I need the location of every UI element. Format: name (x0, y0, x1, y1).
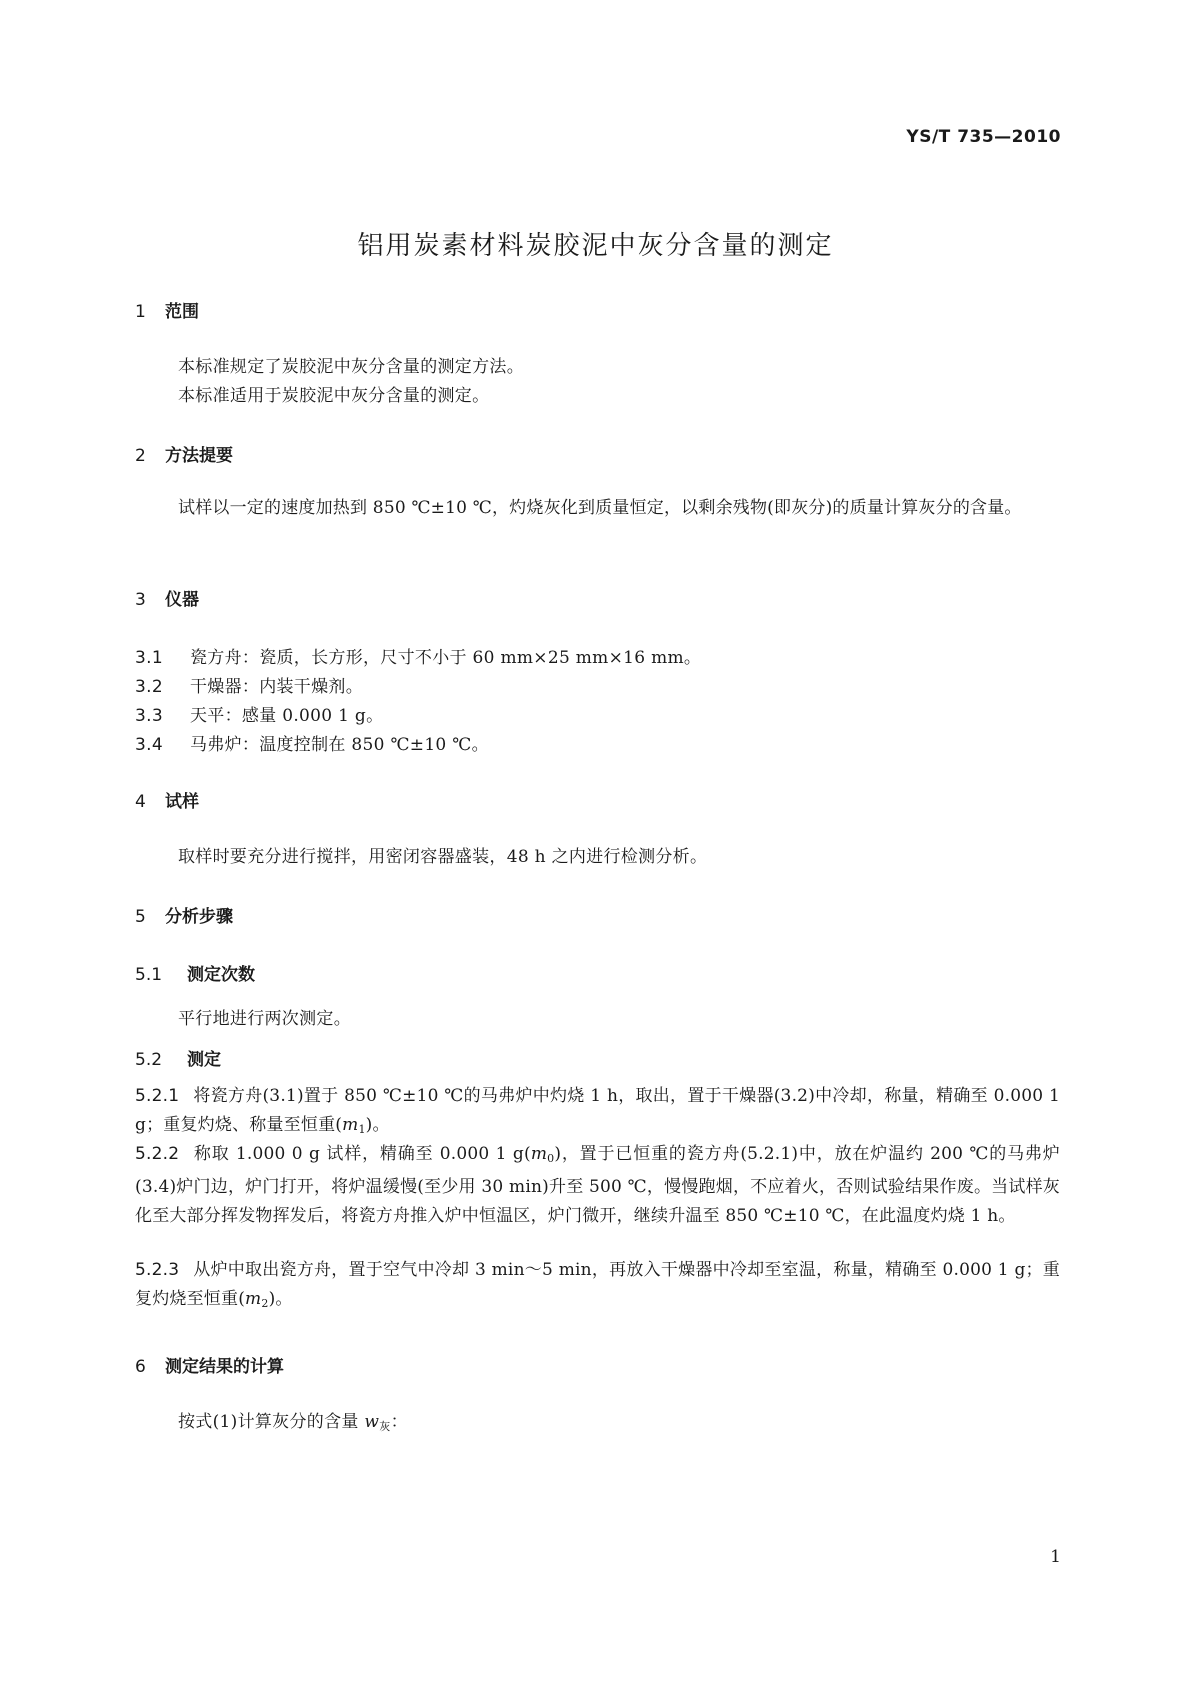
document-title: 铝用炭素材料炭胶泥中灰分含量的测定 (357, 231, 834, 261)
determination-count-paragraph: 平行地进行两次测定。 (178, 1009, 351, 1029)
mass-subscript: 1 (358, 1123, 366, 1136)
clause-text: )，置于已恒重的瓷方舟(5.2.1)中，放在炉温约 200 ℃的马弗炉(3.4)炉门边，炉门打开，将炉温缓慢(至少用 30 min)升至 500 ℃，慢慢跑烟，不应着火，否则试验结果作废。当试样灰化至大部分挥发物挥发后，将瓷方舟推入炉中恒温区，炉门微开，继续升温至 850 ℃±10 ℃，在此温度灼烧 1 h。 (135, 1144, 1060, 1226)
clause-5-2-1 (135, 1082, 1060, 1144)
scope-paragraph-1: 本标准规定了炭胶泥中灰分含量的测定方法。 (178, 357, 524, 377)
page-number: 1 (1050, 1547, 1061, 1567)
section-1-heading (135, 297, 199, 322)
clause-text: )。 (268, 1289, 293, 1309)
section-number: 6 (135, 1357, 146, 1377)
apparatus-item (135, 701, 383, 726)
section-number: 4 (135, 792, 146, 812)
section-title: 仪器 (165, 590, 199, 610)
mass-symbol: m (530, 1144, 548, 1164)
method-summary-paragraph: 试样以一定的速度加热到 850 ℃±10 ℃，灼烧灰化到质量恒定，以剩余残物(即灰分)的质量计算灰分的含量。 (178, 498, 1022, 518)
item-text: 马弗炉：温度控制在 850 ℃±10 ℃。 (190, 735, 489, 755)
section-title: 试样 (165, 792, 199, 812)
item-number: 3.1 (135, 648, 163, 668)
section-6-heading (135, 1352, 284, 1377)
clause-5-2-2 (135, 1140, 1060, 1231)
clause-text: 称取 1.000 0 g 试样，精确至 0.000 1 g( (193, 1144, 531, 1164)
ash-subscript: 灰 (379, 1420, 391, 1433)
section-number: 2 (135, 446, 146, 466)
item-text: 瓷方舟：瓷质，长方形，尺寸不小于 60 mm×25 mm×16 mm。 (190, 648, 702, 668)
section-title: 测定结果的计算 (165, 1357, 284, 1377)
section-3-heading (135, 585, 199, 610)
apparatus-item (135, 643, 701, 668)
section-number: 5 (135, 907, 146, 927)
section-number: 5.2 (135, 1050, 163, 1070)
section-title: 范围 (165, 302, 199, 322)
clause-number: 5.2.3 (135, 1260, 180, 1280)
section-5-1-heading (135, 960, 255, 985)
mass-symbol: m (245, 1289, 262, 1309)
item-text: 天平：感量 0.000 1 g。 (190, 706, 384, 726)
clause-text: )。 (365, 1115, 390, 1135)
section-number: 3 (135, 590, 146, 610)
scope-paragraph-2: 本标准适用于炭胶泥中灰分含量的测定。 (178, 386, 490, 406)
item-number: 3.3 (135, 706, 163, 726)
calc-text: ： (390, 1412, 408, 1432)
item-number: 3.2 (135, 677, 163, 697)
standard-number: YS/T 735—2010 (906, 127, 1061, 147)
item-number: 3.4 (135, 735, 163, 755)
apparatus-item (135, 672, 363, 697)
section-title: 方法提要 (165, 446, 233, 466)
calc-text: 按式(1)计算灰分的含量 (178, 1412, 365, 1432)
section-title: 分析步骤 (165, 907, 233, 927)
sample-paragraph: 取样时要充分进行搅拌，用密闭容器盛装，48 h 之内进行检测分析。 (178, 847, 708, 867)
clause-text: 从炉中取出瓷方舟，置于空气中冷却 3 min～5 min，再放入干燥器中冷却至室温，称量，精确至 0.000 1 g；重复灼烧至恒重( (135, 1260, 1060, 1309)
apparatus-item (135, 730, 489, 755)
mass-symbol: m (342, 1115, 359, 1135)
section-4-heading (135, 787, 199, 812)
ash-content-symbol: w (364, 1412, 380, 1432)
clause-number: 5.2.2 (135, 1144, 180, 1164)
section-5-2-heading (135, 1045, 221, 1070)
clause-5-2-3 (135, 1256, 1060, 1318)
calculation-intro (178, 1407, 408, 1434)
section-number: 1 (135, 302, 146, 322)
clause-text: 将瓷方舟(3.1)置于 850 ℃±10 ℃的马弗炉中灼烧 1 h，取出，置于干燥器(3.2)中冷却，称量，精确至 0.000 1 g；重复灼烧、称量至恒重( (135, 1086, 1060, 1135)
mass-subscript: 2 (261, 1297, 269, 1310)
section-title: 测定次数 (187, 965, 255, 985)
section-title: 测定 (187, 1050, 221, 1070)
section-number: 5.1 (135, 965, 163, 985)
section-5-heading (135, 902, 233, 927)
item-text: 干燥器：内装干燥剂。 (190, 677, 363, 697)
clause-number: 5.2.1 (135, 1086, 180, 1106)
mass-subscript: 0 (547, 1152, 555, 1165)
section-2-heading (135, 441, 233, 466)
